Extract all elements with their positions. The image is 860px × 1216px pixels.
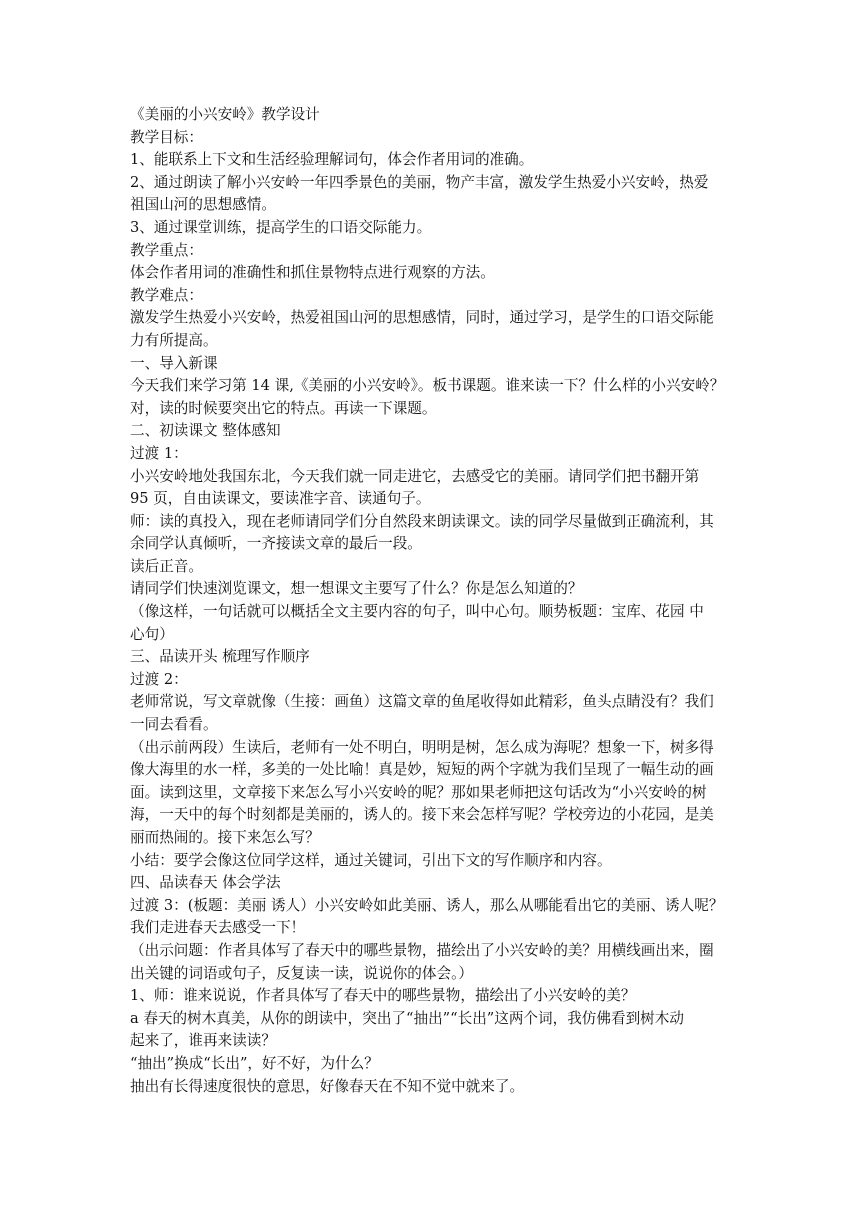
paragraph-line: 余同学认真倾听，一齐接读文章的最后一段。 bbox=[130, 535, 422, 553]
paragraph-line: 丽而热闹的。接下来怎么写？ bbox=[130, 829, 320, 846]
paragraph-line: 老师常说，写文章就像（生接：画鱼）这篇文章的鱼尾收得如此精彩，鱼头点睛没有？我们 bbox=[130, 693, 714, 711]
paragraph-line: 力有所提高。 bbox=[130, 331, 218, 349]
transition-label: 过渡 2： bbox=[130, 670, 188, 688]
section-heading-difficulties: 教学难点： bbox=[130, 286, 203, 304]
paragraph-line: （出示前两段）生读后，老师有一处不明白，明明是树，怎么成为海呢？想象一下，树多得 bbox=[130, 738, 714, 756]
paragraph-line: 今天我们来学习第 14 课,《美丽的小兴安岭》。板书课题。谁来读一下？什么样的小兴安岭？ bbox=[130, 377, 725, 395]
paragraph-line: 师：读的真投入，现在老师请同学们分自然段来朗读课文。读的同学尽量做到正确流利，其 bbox=[130, 512, 714, 530]
paragraph-line: 心句） bbox=[130, 625, 174, 643]
document-body bbox=[130, 104, 736, 1098]
paragraph-line: “抽出”换成“长出”，好不好，为什么？ bbox=[130, 1054, 379, 1072]
paragraph-line: 95 页，自由读课文，要读准字音、读通句子。 bbox=[130, 490, 431, 508]
paragraph-line: 像大海里的水一样，多美的一处比喻！真是妙，短短的两个字就为我们呈现了一幅生动的画 bbox=[130, 761, 714, 779]
section-heading-key-points: 教学重点： bbox=[130, 241, 203, 259]
paragraph-line: 起来了，谁再来读读？ bbox=[130, 1032, 276, 1050]
paragraph-line: a 春天的树木真美，从你的朗读中，突出了“抽出”“长出”这两个词，我仿佛看到树木动 bbox=[130, 1009, 684, 1027]
paragraph-line: 出关键的词语或句子，反复读一读，说说你的体会。） bbox=[130, 964, 473, 982]
document-title: 《美丽的小兴安岭》教学设计 bbox=[130, 106, 320, 123]
objective-item: 3、通过课堂训练，提高学生的口语交际能力。 bbox=[130, 218, 432, 236]
section-heading-objectives: 教学目标： bbox=[130, 128, 203, 146]
paragraph-line: 小结：要学会像这位同学这样，通过关键词，引出下文的写作顺序和内容。 bbox=[130, 851, 612, 869]
paragraph-line: 小兴安岭地处我国东北，今天我们就一同走进它，去感受它的美丽。请同学们把书翻开第 bbox=[130, 467, 700, 485]
objective-item-continued: 祖国山河的思想感情。 bbox=[130, 196, 276, 214]
paragraph-line: （像这样，一句话就可以概括全文主要内容的句子，叫中心句。顺势板题：宝库、花园 中 bbox=[130, 603, 704, 621]
paragraph-line: 过渡 3：(板题：美丽 诱人）小兴安岭如此美丽、诱人，那么从哪能看出它的美丽、诱人呢？ bbox=[130, 896, 724, 914]
paragraph-line: 一同去看看。 bbox=[130, 716, 218, 734]
paragraph-line: 面。读到这里，文章接下来怎么写小兴安岭的呢？那如果老师把这句话改为“小兴安岭的树 bbox=[130, 783, 707, 801]
paragraph-line: 抽出有长得速度很快的意思，好像春天在不知不觉中就来了。 bbox=[130, 1077, 525, 1095]
paragraph-line: 读后正音。 bbox=[130, 557, 203, 575]
paragraph-line: 我们走进春天去感受一下！ bbox=[130, 919, 306, 937]
paragraph-line: （出示问题：作者具体写了春天中的哪些景物，描绘出了小兴安岭的美？用横线画出来，圈 bbox=[130, 941, 714, 959]
paragraph-line: 体会作者用词的准确性和抓住景物特点进行观察的方法。 bbox=[130, 264, 495, 282]
paragraph-line: 请同学们快速浏览课文，想一想课文主要写了什么？你是怎么知道的？ bbox=[130, 580, 583, 598]
paragraph-line: 海，一天中的每个时刻都是美丽的，诱人的。接下来会怎样写呢？学校旁边的小花园，是美 bbox=[130, 806, 714, 824]
objective-item: 2、通过朗读了解小兴安岭一年四季景色的美丽，物产丰富，激发学生热爱小兴安岭，热爱 bbox=[130, 173, 709, 191]
transition-label: 过渡 1： bbox=[130, 444, 188, 462]
section-heading-4: 四、品读春天 体会学法 bbox=[130, 874, 281, 892]
paragraph-line: 1、师：谁来说说，作者具体写了春天中的哪些景物，描绘出了小兴安岭的美？ bbox=[130, 987, 636, 1005]
paragraph-line: 对，读的时候要突出它的特点。再读一下课题。 bbox=[130, 399, 437, 417]
section-heading-1: 一、导入新课 bbox=[130, 354, 218, 372]
paragraph-line: 激发学生热爱小兴安岭，热爱祖国山河的思想感情，同时，通过学习，是学生的口语交际能 bbox=[130, 309, 714, 327]
section-heading-2: 二、初读课文 整体感知 bbox=[130, 422, 281, 440]
section-heading-3: 三、品读开头 梳理写作顺序 bbox=[130, 648, 310, 666]
objective-item: 1、能联系上下文和生活经验理解词句，体会作者用词的准确。 bbox=[130, 151, 534, 169]
